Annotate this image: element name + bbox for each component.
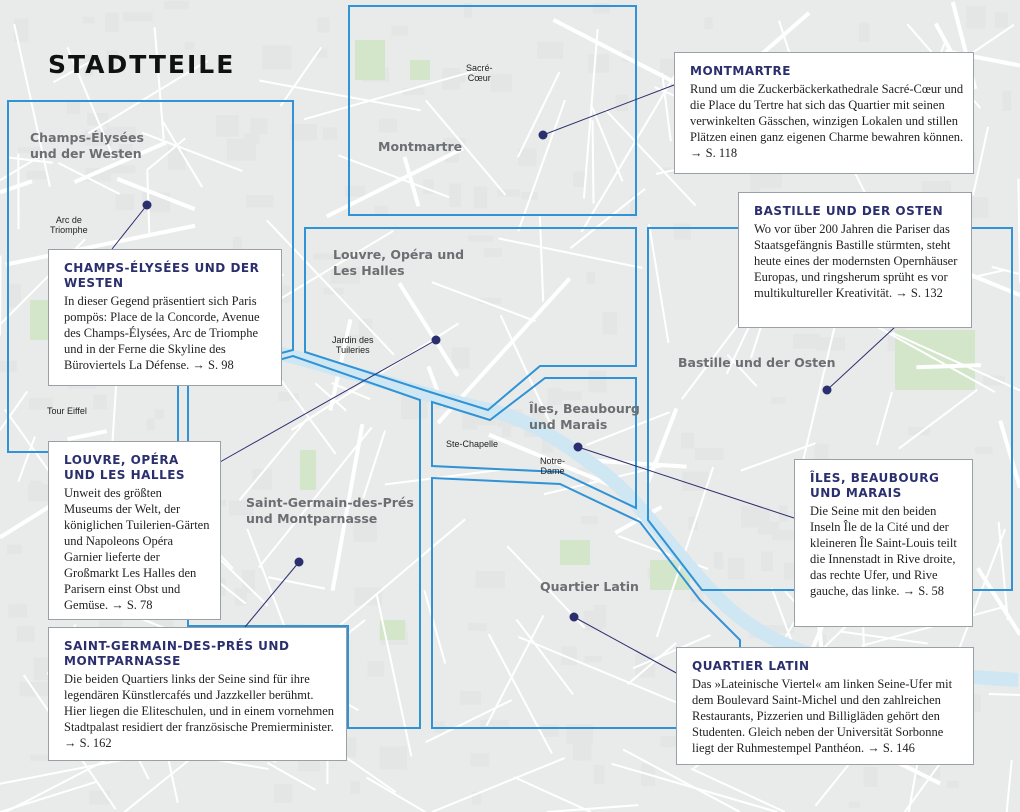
building-block <box>588 54 609 73</box>
info-box-montmartre <box>674 52 974 174</box>
building-block <box>975 447 993 454</box>
building-block <box>26 171 48 180</box>
street <box>268 577 325 588</box>
info-box-champs <box>48 249 282 386</box>
building-block <box>859 23 870 42</box>
street <box>124 758 191 812</box>
building-block <box>593 3 610 14</box>
street <box>899 390 977 449</box>
street <box>540 216 543 301</box>
building-block <box>589 371 607 393</box>
building-block <box>351 782 360 794</box>
page-title: STADTTEILE <box>48 50 236 79</box>
building-block <box>7 545 22 555</box>
street <box>547 805 638 812</box>
building-block <box>480 720 509 728</box>
street <box>432 282 536 321</box>
building-block <box>537 42 563 59</box>
building-block <box>772 530 794 540</box>
street <box>18 437 35 482</box>
building-block <box>741 506 769 527</box>
label-iles: Îles, Beaubourg und Marais <box>529 401 640 432</box>
label-bastille: Bastille und der Osten <box>678 355 836 370</box>
box-title: BASTILLE UND DER OSTEN <box>754 204 944 218</box>
building-block <box>8 604 27 617</box>
street <box>363 431 385 498</box>
street <box>840 632 928 644</box>
building-block <box>966 6 985 28</box>
box-text: Rund um die Zuckerbäckerkathedrale Sacré-Cœur und die Place du Tertre hat sich das Quartier mit seinen verwinkelten Gässchen, winzigen Lokalen und stillen Plätzen einen ganz eigenen Charme bewahren können. → S. 118 <box>690 82 964 160</box>
building-block <box>484 248 502 257</box>
park-area <box>560 540 590 565</box>
box-text: Die Seine mit den beiden Inseln Île de la Cité und der kleineren Île Saint-Louis teilt die Innenstadt in Rive droite, das rechte Ufer, und Rive gauche, das linke. → S. 58 <box>810 504 957 598</box>
box-text: Wo vor über 200 Jahren die Pariser das Staatsgefängnis Bastille stürmten, steht heute eines der modernsten Opernhäuser Europas, und ringsherum sprüht es vor multikultureller Kreativität. → S. 132 <box>754 222 958 300</box>
box-title: LOUVRE, OPÉRA UND LES HALLES <box>64 453 186 482</box>
park-area <box>300 450 316 490</box>
street <box>593 120 594 203</box>
marker-saint-germain <box>295 558 303 566</box>
building-block <box>233 237 242 249</box>
label-champs: Champs-Élysées und der Westen <box>30 130 144 161</box>
street <box>332 383 370 399</box>
building-block <box>793 334 820 349</box>
box-text: Die beiden Quartiers links der Seine sind für ihre legendären Künstlercafés und Jazzkeller berühmt. Hier liegen die Eliteschulen, und in einem vornehmen Stadtpalast residiert der französische Premierminister. → S. 162 <box>64 672 335 750</box>
street <box>489 634 552 753</box>
street <box>385 469 505 484</box>
box-text: Unweit des größten Museums der Welt, der königlichen Tuilerien-Gärten und Napoleons Opéra Garnier lieferte der Großmarkt Les Halles den Parisern einst Obst und Gemüse. → S. 78 <box>64 486 210 612</box>
building-block <box>468 235 493 241</box>
building-block <box>682 472 708 491</box>
building-block <box>164 1 189 9</box>
street <box>259 80 420 110</box>
park-area <box>410 60 430 80</box>
marker-montmartre <box>539 131 547 139</box>
park-area <box>355 40 385 80</box>
building-block <box>541 724 559 737</box>
marker-quartier-latin <box>570 613 578 621</box>
label-quartier-latin: Quartier Latin <box>540 579 639 594</box>
connector-bastille <box>827 327 895 390</box>
connector-champs <box>112 205 147 249</box>
building-block <box>586 272 595 284</box>
building-block <box>262 46 291 70</box>
building-block <box>594 605 606 628</box>
street <box>518 72 560 157</box>
building-block <box>750 173 760 192</box>
marker-louvre <box>432 336 440 344</box>
building-block <box>475 571 504 588</box>
park-area <box>30 300 50 340</box>
box-title: MONTMARTRE <box>690 64 791 78</box>
building-block <box>584 656 601 662</box>
marker-bastille <box>823 386 831 394</box>
building-block <box>449 183 461 207</box>
street <box>877 392 892 445</box>
street <box>628 643 676 684</box>
box-text: Das »Lateinische Viertel« am linken Seine-Ufer mit dem Boulevard Saint-Michel und den zahlreichen Restaurants, Pizzerien und Billigläden gehört den Studenten. Gleich neben der Universität Sorbonne liegt der Ruhmestempel Panthéon. → S. 146 <box>692 677 953 755</box>
building-block <box>391 26 408 36</box>
box-text: In dieser Gegend präsentiert sich Paris pompös: Place de la Concorde, Avenue des Champs-Élysées, Arc de Triomphe und in der Ferne die Skyline des Büroviertels La Défense. → S. 98 <box>64 294 260 372</box>
label-ste-chapelle: Ste-Chapelle <box>446 439 499 449</box>
street <box>68 431 107 439</box>
label-saint-germain: Saint-Germain-des-Prés und Montparnasse <box>246 495 414 526</box>
street <box>5 409 53 476</box>
building-block <box>82 17 94 24</box>
street <box>424 590 445 663</box>
box-title: SAINT-GERMAIN-DES-PRÉS UND MONTPARNASSE <box>64 639 290 668</box>
info-box-iles <box>794 459 973 627</box>
info-box-quartier-latin <box>676 647 974 765</box>
building-block <box>474 186 487 208</box>
label-tuileries: Jardin des Tuileries <box>332 335 374 355</box>
building-block <box>594 765 605 784</box>
label-louvre: Louvre, Opéra und Les Halles <box>333 247 465 278</box>
building-block <box>864 767 878 787</box>
street <box>978 568 1020 634</box>
street <box>0 781 98 812</box>
building-block <box>460 691 482 705</box>
building-block <box>246 195 274 207</box>
building-block <box>947 781 959 788</box>
building-block <box>573 740 592 761</box>
street <box>432 758 565 812</box>
marker-iles <box>574 443 582 451</box>
building-block <box>714 552 723 568</box>
box-title: QUARTIER LATIN <box>692 659 810 673</box>
label-arc-de-triomphe: Arc de Triomphe <box>50 215 88 235</box>
street <box>989 694 1020 695</box>
box-title: ÎLES, BEAUBOURG UND MARAIS <box>810 471 940 500</box>
building-block <box>771 397 785 404</box>
building-block <box>7 284 21 307</box>
street <box>155 27 164 139</box>
street <box>553 20 675 83</box>
building-block <box>470 753 489 766</box>
street <box>518 637 690 708</box>
building-block <box>452 347 470 368</box>
street <box>239 419 307 501</box>
building-block <box>93 395 107 410</box>
building-block <box>155 409 165 419</box>
street <box>514 777 591 812</box>
street <box>916 365 981 367</box>
info-box-saint-germain <box>48 627 347 761</box>
building-block <box>695 448 724 460</box>
label-notre-dame: Notre- Dame <box>540 456 566 476</box>
label-tour-eiffel: Tour Eiffel <box>47 406 87 416</box>
street <box>498 238 642 267</box>
building-block <box>146 418 154 430</box>
building-block <box>681 433 694 449</box>
building-block <box>323 127 337 139</box>
street <box>0 391 27 430</box>
building-block <box>502 427 511 438</box>
street <box>1007 760 1012 812</box>
building-block <box>491 74 512 92</box>
building-block <box>116 194 135 210</box>
street <box>973 127 988 195</box>
street <box>0 181 32 192</box>
info-box-bastille <box>738 192 972 328</box>
building-block <box>274 784 292 803</box>
building-block <box>423 179 433 194</box>
building-block <box>105 13 118 33</box>
label-sacre-coeur: Sacré- Cœur <box>466 63 493 83</box>
building-block <box>244 133 260 144</box>
building-block <box>278 392 289 401</box>
box-title: CHAMPS-ÉLYSÉES UND DER WESTEN <box>64 261 260 290</box>
building-block <box>983 376 1005 386</box>
building-block <box>581 516 598 524</box>
building-block <box>705 17 713 29</box>
building-block <box>1002 91 1011 111</box>
building-block <box>379 746 407 769</box>
building-block <box>674 224 691 240</box>
building-block <box>468 623 487 631</box>
marker-champs <box>143 201 151 209</box>
building-block <box>995 12 1008 27</box>
building-block <box>761 551 773 571</box>
street <box>649 224 668 343</box>
building-block <box>559 391 582 400</box>
building-block <box>250 119 267 135</box>
building-block <box>849 802 861 808</box>
building-block <box>602 312 617 334</box>
street <box>367 778 426 812</box>
building-block <box>379 119 397 133</box>
building-block <box>17 626 35 642</box>
street <box>1000 421 1020 488</box>
building-block <box>728 558 745 580</box>
building-block <box>123 12 152 21</box>
building-block <box>317 17 329 32</box>
label-montmartre: Montmartre <box>378 139 463 154</box>
info-box-louvre <box>48 441 221 620</box>
building-block <box>367 661 384 677</box>
building-block <box>185 42 195 50</box>
building-block <box>216 115 238 137</box>
